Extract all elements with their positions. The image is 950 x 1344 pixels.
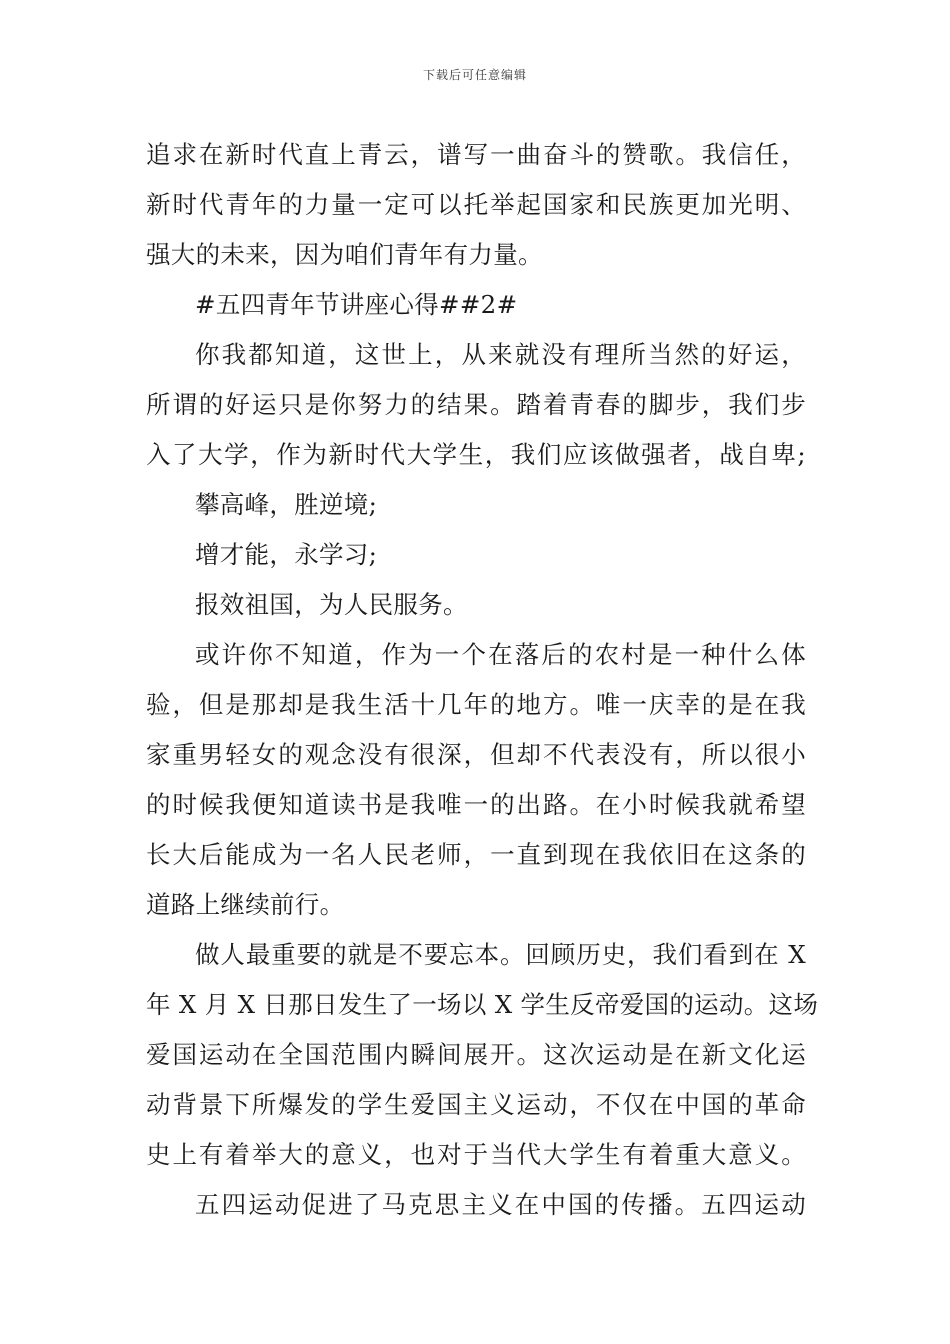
text-line: 增才能，永学习; bbox=[195, 540, 378, 569]
text-line: 新时代青年的力量一定可以托举起国家和民族更加光明、 bbox=[146, 190, 806, 219]
text-line: 长大后能成为一名人民老师，一直到现在我依旧在这条的 bbox=[146, 840, 806, 869]
text-line: 家重男轻女的观念没有很深，但却不代表没有，所以很小 bbox=[146, 740, 806, 769]
text-line: 你我都知道，这世上，从来就没有理所当然的好运， bbox=[195, 340, 806, 369]
text-line: 动背景下所爆发的学生爱国主义运动，不仅在中国的革命 bbox=[146, 1090, 806, 1119]
text-line: 强大的未来，因为咱们青年有力量。 bbox=[146, 240, 543, 269]
text-line: 爱国运动在全国范围内瞬间展开。这次运动是在新文化运 bbox=[146, 1040, 806, 1069]
document-body bbox=[146, 130, 819, 1230]
text-line: 道路上继续前行。 bbox=[146, 890, 345, 919]
text-line: 攀高峰，胜逆境; bbox=[195, 490, 378, 519]
text-line: 追求在新时代直上青云，谱写一曲奋斗的赞歌。我信任， bbox=[146, 140, 806, 169]
page-header: 下载后可任意编辑 bbox=[422, 68, 527, 82]
text-line: 入了大学，作为新时代大学生，我们应该做强者，战自卑; bbox=[146, 440, 806, 469]
section-heading: #五四青年节讲座心得##2# bbox=[195, 290, 518, 319]
text-line: 报效祖国，为人民服务。 bbox=[195, 590, 468, 619]
text-line: 或许你不知道，作为一个在落后的农村是一种什么体 bbox=[195, 640, 806, 669]
text-line: 史上有着举大的意义，也对于当代大学生有着重大意义。 bbox=[146, 1140, 806, 1169]
text-line: 的时候我便知道读书是我唯一的出路。在小时候我就希望 bbox=[146, 790, 806, 819]
text-line: 所谓的好运只是你努力的结果。踏着青春的脚步，我们步 bbox=[146, 390, 806, 419]
text-line: 五四运动促进了马克思主义在中国的传播。五四运动 bbox=[195, 1190, 806, 1219]
text-line: 年 X 月 X 日那日发生了一场以 X 学生反帝爱国的运动。这场 bbox=[146, 990, 819, 1019]
text-line: 做人最重要的就是不要忘本。回顾历史，我们看到在 X bbox=[195, 940, 806, 969]
text-line: 验，但是那却是我生活十几年的地方。唯一庆幸的是在我 bbox=[146, 690, 806, 719]
